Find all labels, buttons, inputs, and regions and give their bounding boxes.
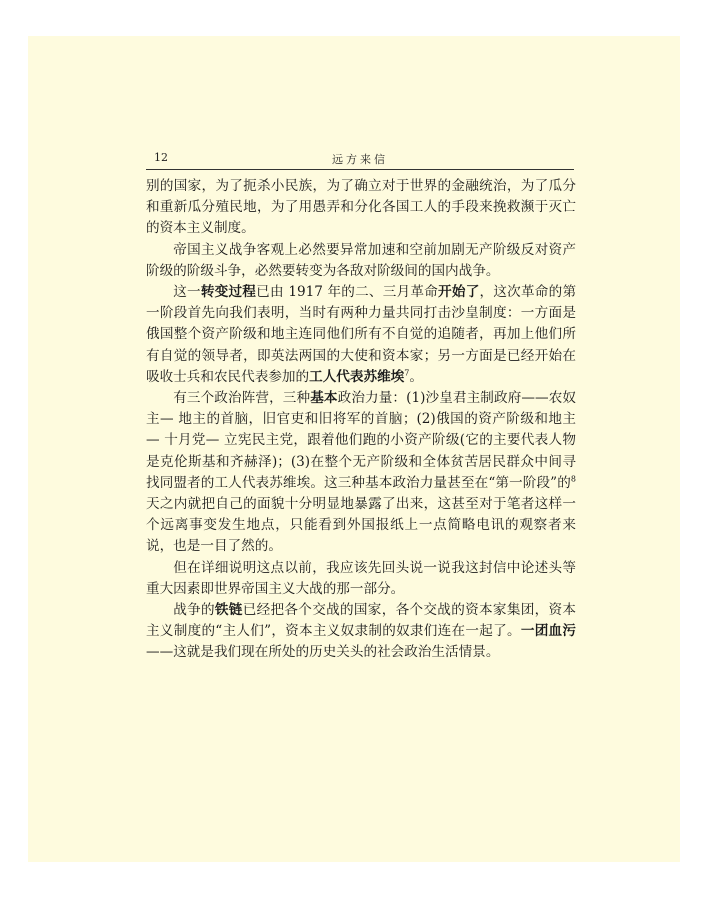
text-run: 战争的 [173,602,215,619]
emphasis-text: 开始了 [438,284,480,301]
footnote-ref: 7 [404,368,410,378]
paragraph-p3 [146,282,576,388]
text-run: 有三个政治阵营，三种 [173,390,311,407]
text-run: 帝国主义战争客观上必然要异常加速和空前加剧无产阶级反对资产阶级的阶级斗争，必然要转变为各敌对阶级间的国内战争。 [146,241,576,279]
text-run: 这一 [173,284,201,301]
emphasis-text: 转变过程 [200,284,257,301]
text-run: 已由 1917 年的二、三月革命 [256,284,439,301]
text-run: 别的国家，为了扼杀小民族，为了确立对于世界的金融统治，为了瓜分和重新瓜分殖民地，为了用愚弄和分化各国工人的手段来挽救濒于灭亡的资本主义制度。 [146,178,576,237]
footnote-ref: 8 [570,474,576,484]
paragraph-p4 [146,388,576,558]
paragraph-p1 [146,176,576,240]
page-number: 12 [154,151,168,164]
text-run: 。 [409,368,423,385]
page-header [146,145,574,170]
emphasis-text: 一团血污 [520,623,577,640]
emphasis-text: 工人代表苏维埃 [309,368,405,385]
text-run: ，这次革命的第一阶段首先向我们表明，当时有两种力量共同打击沙皇制度：一方面是俄国整个资产阶级和地主连同他们所有不自觉的追随者，再加上他们所有自觉的领导者，即英法两国的大使和资本家；另一方面是已经开始在吸收士兵和农民代表参加的 [146,284,577,385]
text-run: 天之内就把自己的面貌十分明显地暴露了出来，这甚至对于笔者这样一个远离事变发生地点，只能看到外国报纸上一点简略电讯的观察者来说，也是一目了然的。 [146,496,576,555]
body-text [146,176,576,664]
emphasis-text: 基本 [310,390,338,407]
emphasis-text: 铁链 [214,602,243,619]
paragraph-p2 [146,240,576,282]
text-run: 但在详细说明这点以前，我应该先回头说一说我这封信中论述头等重大因素即世界帝国主义大战的那一部分。 [146,559,576,597]
paragraph-p6 [146,600,576,664]
text-run: ——这就是我们现在所处的历史关头的社会政治生活情景。 [146,644,500,661]
running-title: 远方来信 [332,153,388,166]
paragraph-p5 [146,558,576,600]
text-run: 已经把各个交战的国家，各个交战的资本家集团，资本主义制度的“主人们”，资本主义奴隶制的奴隶们连在一起了。 [146,602,577,640]
text-run: 政治力量：(1)沙皇君主制政府——农奴主— 地主的首脑，旧官吏和旧将军的首脑；(2)俄国的资产阶级和地主— 十月党— 立宪民主党，跟着他们跑的小资产阶级(它的主要代表人物是克伦斯基和齐赫泽)；(3)在整个无产阶级和全体贫苦居民群众中间寻找同盟者的工人代表苏维埃。这三种基本政治力量甚至在“第一阶段”的 [146,390,577,491]
